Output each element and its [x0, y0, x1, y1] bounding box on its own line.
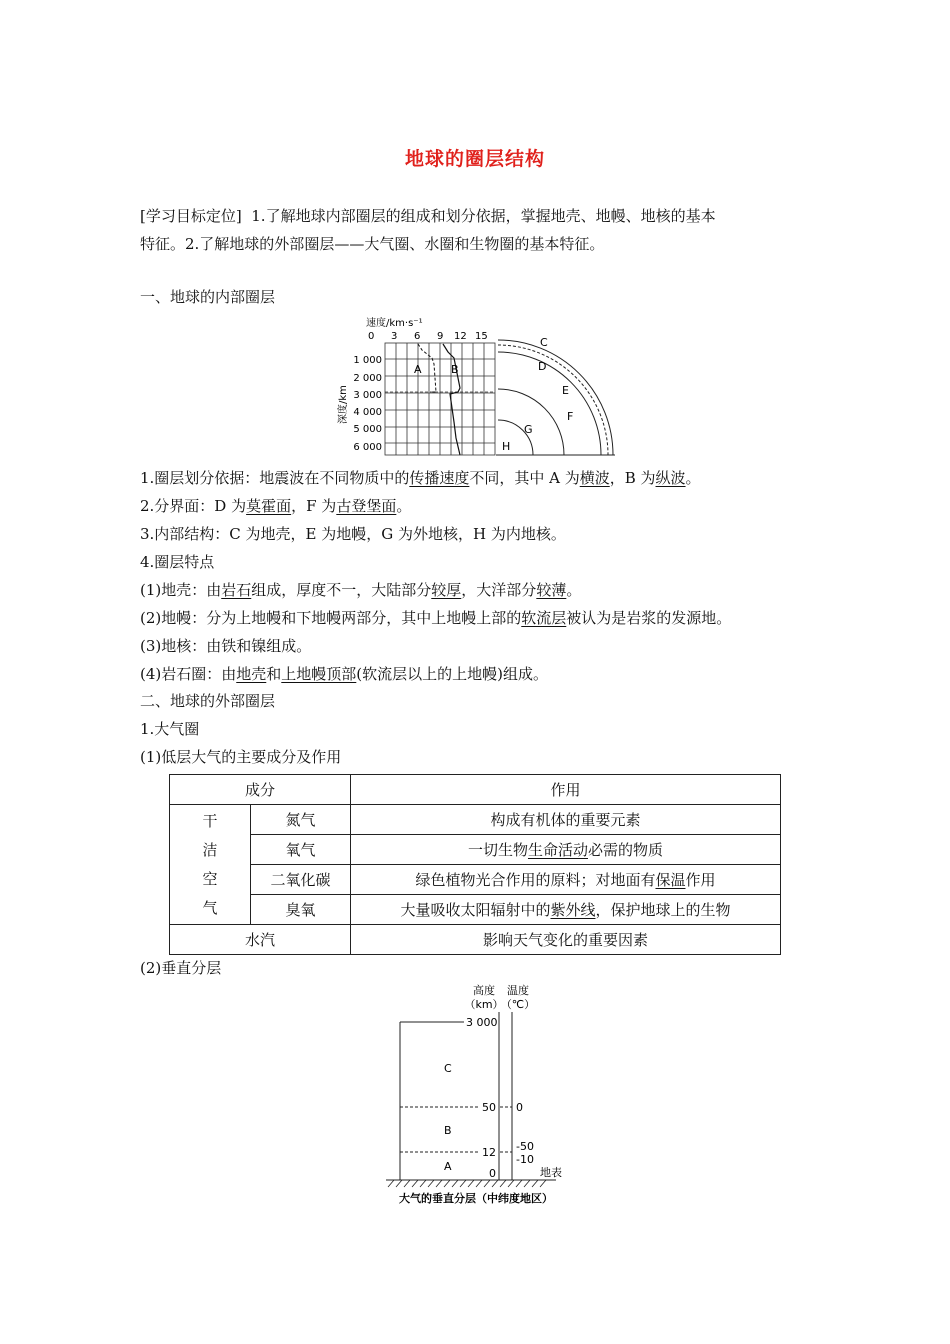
component-role: 影响天气变化的重要因素	[351, 925, 781, 955]
temp-tick: 0	[516, 1101, 523, 1114]
speed-tick: 3	[391, 331, 398, 342]
layer-label-d: D	[538, 360, 547, 373]
point-4-4: (4)岩石圈：由地壳和上地幔顶部(软流层以上的上地幔)组成。	[140, 665, 549, 683]
layer-labels	[502, 336, 573, 453]
header-role: 作用	[351, 775, 781, 805]
layer-label-h: H	[502, 440, 511, 453]
table-row	[170, 805, 781, 835]
wave-label-a: A	[414, 363, 422, 376]
component-name: 氮气	[251, 805, 351, 835]
table-row	[170, 775, 781, 805]
temp-tick: -10	[516, 1153, 534, 1166]
height-unit: （km）	[464, 998, 504, 1011]
point-3: 3.内部结构：C 为地壳，E 为地幔，G 为外地核，H 为内地核。	[140, 525, 566, 543]
section-heading-interior: 一、地球的内部圈层	[140, 288, 276, 306]
point-1: 1.圈层划分依据：地震波在不同物质中的传播速度不同，其中 A 为横波，B 为纵波。	[140, 469, 701, 487]
component-role: 构成有机体的重要元素	[351, 805, 781, 835]
layer-label-e: E	[562, 384, 569, 397]
temp-unit: （℃）	[500, 998, 536, 1011]
wave-label-b: B	[451, 363, 459, 376]
speed-tick: 6	[414, 331, 421, 342]
header-composition: 成分	[170, 775, 351, 805]
temp-label: 温度	[507, 984, 529, 997]
depth-ticks	[353, 355, 382, 453]
depth-tick: 2 000	[353, 373, 382, 384]
height-tick: 12	[482, 1146, 496, 1159]
table-row	[170, 925, 781, 955]
layer-arcs	[496, 340, 615, 455]
depth-tick: 3 000	[353, 390, 382, 401]
point-4-3: (3)地核：由铁和镍组成。	[140, 637, 312, 655]
layer-label-g: G	[524, 423, 533, 436]
point-2: 2.分界面：D 为莫霍面，F 为古登堡面。	[140, 497, 412, 515]
table-row	[170, 895, 781, 925]
speed-tick: 9	[437, 331, 444, 342]
point-4-1: (1)地壳：由岩石组成，厚度不一，大陆部分较厚，大洋部分较薄。	[140, 581, 582, 599]
height-tick: 3 000	[466, 1016, 498, 1029]
section-heading-exterior: 二、地球的外部圈层	[140, 692, 276, 710]
height-tick: 50	[482, 1101, 496, 1114]
layer-b: B	[444, 1124, 452, 1137]
point-4: 4.圈层特点	[140, 553, 215, 571]
layer-label-c: C	[540, 336, 548, 349]
objective-label: [学习目标定位]	[140, 207, 242, 225]
subheading-composition: (1)低层大气的主要成分及作用	[140, 748, 342, 766]
height-tick: 0	[489, 1167, 496, 1180]
component-name: 水汽	[170, 925, 351, 955]
table-row	[170, 865, 781, 895]
speed-tick: 15	[475, 331, 488, 342]
ground-label: 地表	[540, 1166, 562, 1179]
depth-tick: 6 000	[353, 442, 382, 453]
speed-tick: 12	[454, 331, 467, 342]
layer-a: A	[444, 1160, 452, 1173]
depth-tick: 4 000	[353, 407, 382, 418]
atmosphere-layers-figure	[380, 980, 600, 1210]
interior-structure-figure	[330, 312, 630, 462]
subheading-vertical-layers: (2)垂直分层	[140, 959, 222, 977]
objective-line-2: 特征。2.了解地球的外部圈层——大气圈、水圈和生物圈的基本特征。	[140, 235, 605, 253]
depth-tick: 5 000	[353, 424, 382, 435]
layer-label-f: F	[567, 410, 574, 423]
p-wave-curve	[443, 344, 460, 455]
component-name: 臭氧	[251, 895, 351, 925]
component-role: 绿色植物光合作用的原料；对地面有保温作用	[351, 865, 781, 895]
ground-hatch	[388, 1180, 546, 1187]
point-4-2: (2)地幔：分为上地幔和下地幔两部分，其中上地幔上部的软流层被认为是岩浆的发源地。	[140, 609, 732, 627]
speed-axis-label: 速度/km·s⁻¹	[366, 318, 423, 329]
component-name: 氧气	[251, 835, 351, 865]
component-role: 一切生物生命活动必需的物质	[351, 835, 781, 865]
velocity-grid	[385, 343, 495, 455]
height-label: 高度	[473, 984, 495, 997]
depth-axis-label: 深度/km	[338, 385, 349, 424]
table-row	[170, 835, 781, 865]
depth-tick: 1 000	[353, 355, 382, 366]
subheading-atmosphere: 1.大气圈	[140, 720, 200, 738]
speed-ticks	[368, 331, 488, 342]
figure-caption: 大气的垂直分层（中纬度地区）	[399, 1192, 553, 1205]
page-title: 地球的圈层结构	[404, 148, 545, 170]
component-name: 二氧化碳	[251, 865, 351, 895]
layer-c: C	[444, 1062, 452, 1075]
temp-tick: -50	[516, 1140, 534, 1153]
dry-air-label: 干 洁 空 气	[170, 805, 251, 925]
objective-line-1: [学习目标定位] 1.了解地球内部圈层的组成和划分依据，掌握地壳、地幔、地核的基本	[140, 207, 716, 225]
composition-table	[169, 774, 781, 955]
speed-tick: 0	[368, 331, 375, 342]
component-role: 大量吸收太阳辐射中的紫外线，保护地球上的生物	[351, 895, 781, 925]
